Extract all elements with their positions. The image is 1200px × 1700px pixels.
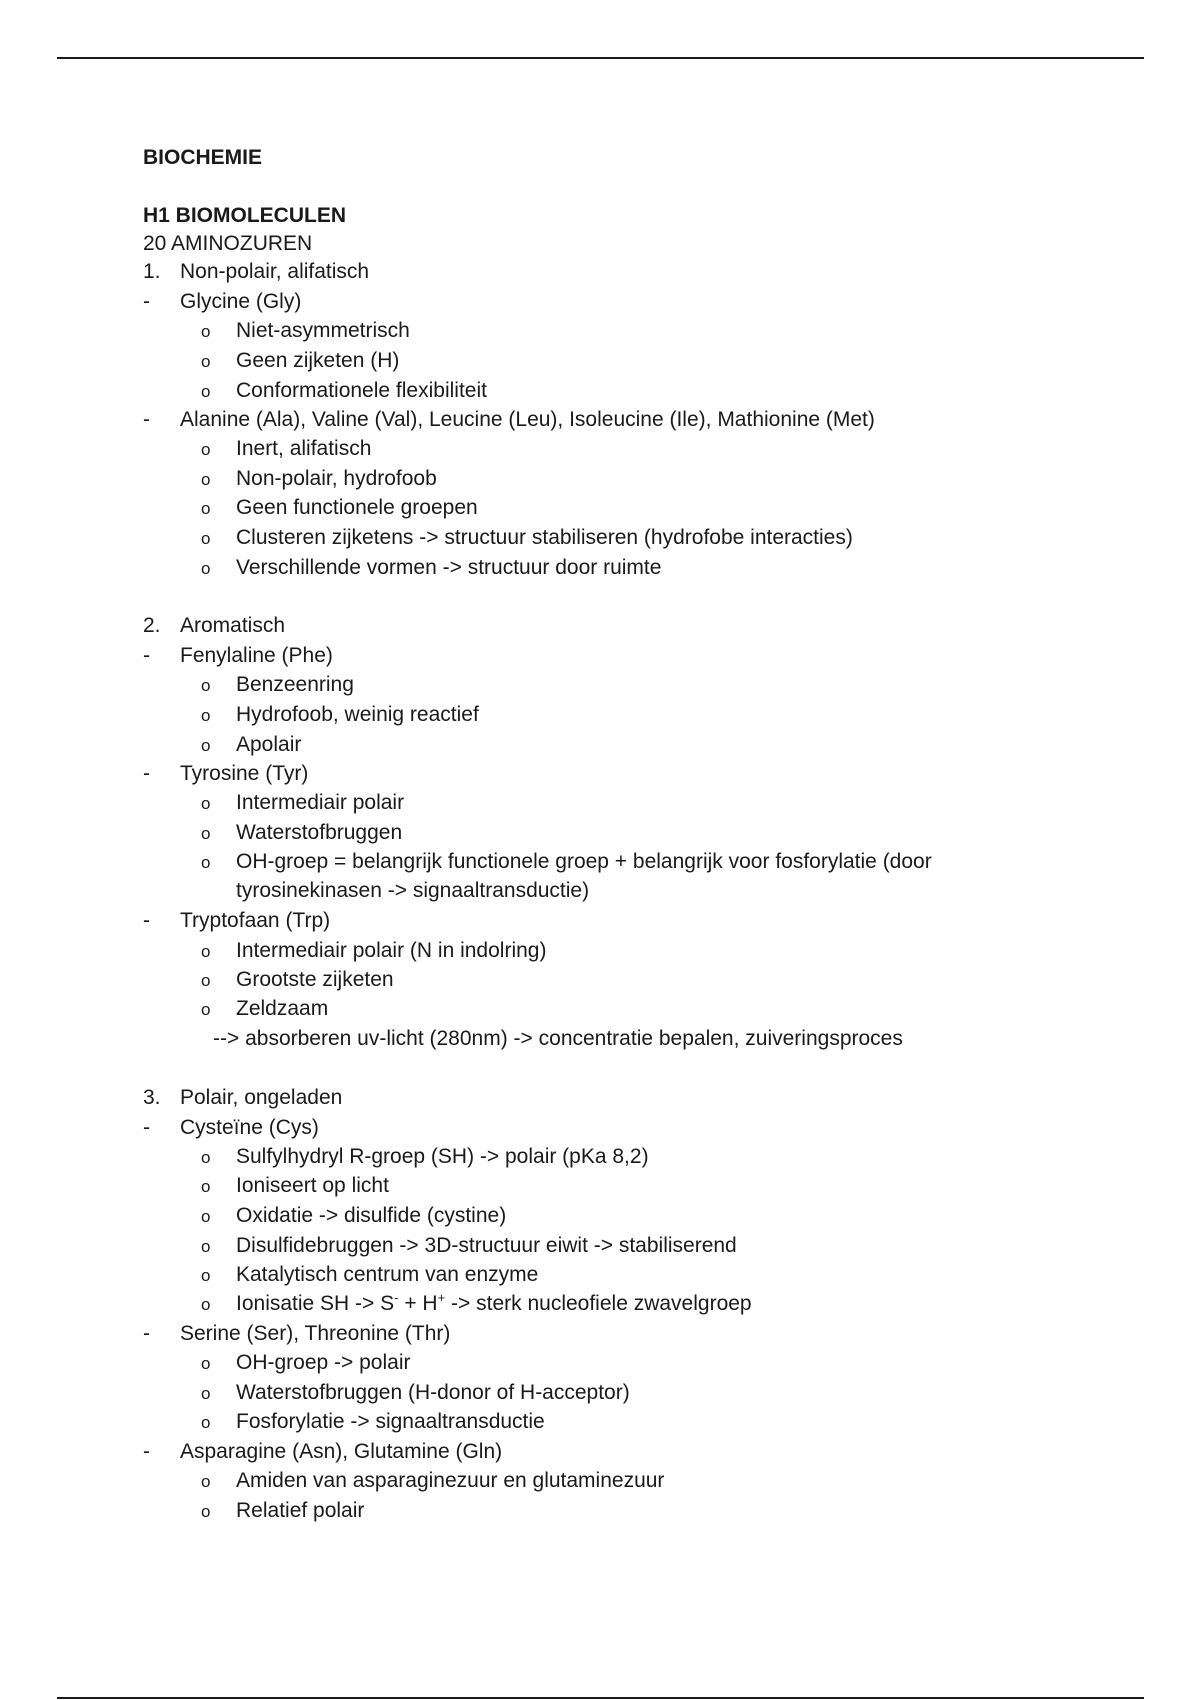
property-item: o Sulfylhydryl R-groep (SH) -> polair (pKa 8,2) [201, 1145, 649, 1168]
footer-rule [57, 1697, 1144, 1699]
property-item: o Zeldzaam [201, 997, 329, 1020]
note-line: --> absorberen uv-licht (280nm) -> concentratie bepalen, zuiveringsproces [213, 1027, 903, 1050]
amino-acid-item: - Asparagine (Asn), Glutamine (Gln) [143, 1440, 503, 1463]
property-item: o Apolair [201, 733, 302, 756]
property-item: o OH-groep -> polair [201, 1351, 411, 1374]
property-item: o Waterstofbruggen [201, 821, 403, 844]
group-heading: 3. Polair, ongeladen [143, 1086, 343, 1109]
property-item: o Inert, alifatisch [201, 437, 372, 460]
property-item: o Grootste zijketen [201, 968, 394, 991]
property-item: o Non-polair, hydrofoob [201, 467, 437, 490]
amino-acid-item: - Tyrosine (Tyr) [143, 762, 309, 785]
document-title: BIOCHEMIE [143, 146, 263, 169]
property-item: o Relatief polair [201, 1499, 365, 1522]
property-item: o Oxidatie -> disulfide (cystine) [201, 1204, 507, 1227]
property-item: o Waterstofbruggen (H-donor of H-acceptor) [201, 1381, 630, 1404]
amino-acid-item: - Alanine (Ala), Valine (Val), Leucine (Leu), Isoleucine (Ile), Mathionine (Met) [143, 408, 875, 431]
property-item: o OH-groep = belangrijk functionele groep + belangrijk voor fosforylatie (door [201, 850, 932, 873]
property-item: o Disulfidebruggen -> 3D-structuur eiwit -> stabiliserend [201, 1234, 737, 1257]
property-item: o Fosforylatie -> signaaltransductie [201, 1410, 545, 1433]
property-item: o Ionisatie SH -> S- + H+ -> sterk nucleofiele zwavelgroep [201, 1290, 752, 1315]
amino-acid-item: - Fenylaline (Phe) [143, 644, 333, 667]
property-item: o Katalytisch centrum van enzyme [201, 1263, 539, 1286]
header-rule [57, 57, 1144, 59]
chapter-heading: H1 BIOMOLECULEN [143, 204, 347, 227]
group-heading: 1. Non-polair, alifatisch [143, 260, 370, 283]
property-item: o Niet-asymmetrisch [201, 319, 410, 342]
group-heading: 2. Aromatisch [143, 614, 286, 637]
property-item: o Amiden van asparaginezuur en glutaminezuur [201, 1469, 665, 1492]
section-intro: 20 AMINOZUREN [143, 232, 313, 255]
property-item: o Geen functionele groepen [201, 496, 478, 519]
property-item: o Verschillende vormen -> structuur door ruimte [201, 556, 662, 579]
property-item: o Ioniseert op licht [201, 1174, 389, 1197]
property-item: o Intermediair polair [201, 791, 405, 814]
property-item: o Benzeenring [201, 673, 354, 696]
property-item: o Intermediair polair (N in indolring) [201, 939, 547, 962]
property-item: o Geen zijketen (H) [201, 349, 400, 372]
property-item: o Clusteren zijketens -> structuur stabiliseren (hydrofobe interacties) [201, 526, 853, 549]
property-item: o Conformationele flexibiliteit [201, 379, 487, 402]
property-continuation: tyrosinekinasen -> signaaltransductie) [236, 879, 590, 902]
amino-acid-item: - Tryptofaan (Trp) [143, 909, 331, 932]
amino-acid-item: - Cysteïne (Cys) [143, 1116, 319, 1139]
amino-acid-item: - Serine (Ser), Threonine (Thr) [143, 1322, 451, 1345]
amino-acid-item: - Glycine (Gly) [143, 290, 302, 313]
property-item: o Hydrofoob, weinig reactief [201, 703, 479, 726]
